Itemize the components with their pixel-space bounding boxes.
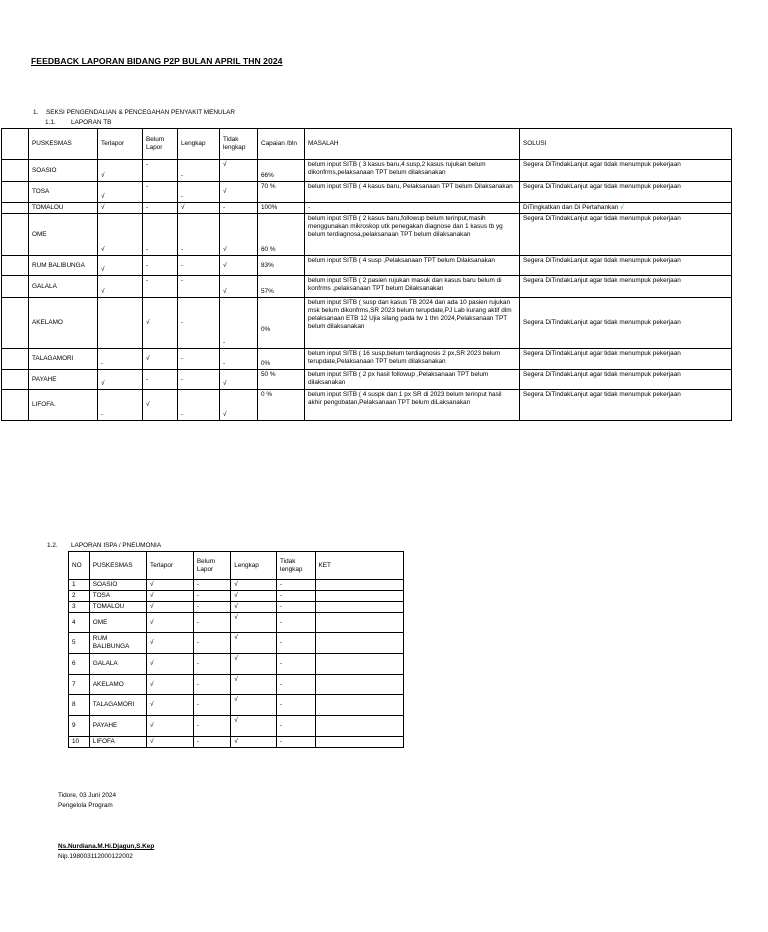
table-row (2, 370, 732, 390)
tb-cell-puskesmas: SOASIO (29, 160, 98, 182)
table-row (2, 276, 732, 298)
tb-cell-tidak-lengkap: - (220, 298, 258, 349)
tb-cell-tidak-lengkap: √ (220, 182, 258, 203)
ispa-cell-belum-lapor: - (193, 675, 230, 695)
table-row (2, 256, 732, 276)
tb-report-table (1, 128, 732, 421)
ispa-cell-puskesmas: TOMALOU (89, 602, 146, 613)
tb-cell-solusi (520, 203, 732, 214)
tb-cell-masalah: belum input SITB ( 4 suspk dan 1 px SR di 2023 belum terinput hasil akhir pengobatan,Pelaksanaan TPT belum diLaksanakan (305, 390, 520, 421)
table-row (69, 580, 404, 591)
ispa-cell-belum-lapor: - (193, 613, 230, 633)
tb-cell-capaian: 50 % (258, 370, 305, 390)
tb-cell-puskesmas: TOSA (29, 182, 98, 203)
ispa-cell-terlapor: √ (147, 591, 194, 602)
tb-header-row (2, 129, 732, 160)
tb-cell-blank (2, 370, 29, 390)
section-1-label: SEKSI PENGENDALIAN & PENCEGAHAN PENYAKIT MENULAR (46, 109, 236, 116)
ispa-cell-tidak-lengkap: - (277, 716, 315, 737)
signature-role: Pengelola Program (58, 802, 113, 809)
ispa-cell-lengkap: √ (231, 654, 277, 675)
ispa-header-puskesmas: PUSKESMAS (89, 552, 146, 580)
tb-cell-belum-lapor: - (143, 160, 178, 182)
ispa-cell-belum-lapor: - (193, 633, 230, 654)
tb-cell-capaian: 70 % (258, 182, 305, 203)
tb-header-solusi: SOLUSI (520, 129, 732, 160)
ispa-cell-no: 3 (69, 602, 90, 613)
tb-header-terlapor: Terlapor (98, 129, 143, 160)
tb-cell-solusi: Segera DiTindakLanjut agar tidak menumpuk pekerjaan (520, 276, 732, 298)
ispa-cell-ket (315, 591, 403, 602)
tb-cell-tidak-lengkap: √ (220, 370, 258, 390)
ispa-header-tidak-lengkap: Tidak lengkap (277, 552, 315, 580)
section-1-1-number: 1.1. (45, 119, 56, 126)
ispa-cell-no: 6 (69, 654, 90, 675)
table-row (2, 214, 732, 256)
tb-cell-solusi: Segera DiTindakLanjut agar tidak menumpuk pekerjaan (520, 256, 732, 276)
table-row (69, 654, 404, 675)
ispa-cell-tidak-lengkap: - (277, 654, 315, 675)
ispa-cell-puskesmas: TALAGAMORI (89, 695, 146, 716)
tb-cell-puskesmas: GALALA (29, 276, 98, 298)
ispa-cell-puskesmas: OME (89, 613, 146, 633)
ispa-cell-terlapor: √ (147, 580, 194, 591)
tb-cell-puskesmas: LIFOFA. (29, 390, 98, 421)
tb-cell-solusi: Segera DiTindakLanjut agar tidak menumpuk pekerjaan (520, 160, 732, 182)
ispa-cell-lengkap: √ (231, 716, 277, 737)
tb-solusi-text: DiTingkatkan dan Di Pertahankan (523, 204, 619, 211)
tb-cell-blank (2, 160, 29, 182)
ispa-cell-ket (315, 633, 403, 654)
ispa-cell-ket (315, 580, 403, 591)
ispa-cell-belum-lapor: - (193, 737, 230, 748)
ispa-cell-terlapor: √ (147, 675, 194, 695)
tb-cell-lengkap: - (178, 370, 220, 390)
tb-cell-belum-lapor: - (143, 182, 178, 203)
tb-cell-blank (2, 298, 29, 349)
ispa-cell-lengkap: √ (231, 580, 277, 591)
ispa-cell-puskesmas: PAYAHE (89, 716, 146, 737)
table-row (2, 182, 732, 203)
table-row (69, 695, 404, 716)
ispa-cell-lengkap: √ (231, 602, 277, 613)
signature-place-date: Tidore, 03 Juni 2024 (58, 792, 117, 799)
tb-cell-capaian: 0% (258, 298, 305, 349)
tb-cell-puskesmas: TOMALOU (29, 203, 98, 214)
tb-cell-solusi: Segera DiTindakLanjut agar tidak menumpuk pekerjaan (520, 182, 732, 203)
ispa-cell-terlapor: √ (147, 613, 194, 633)
ispa-cell-terlapor: √ (147, 716, 194, 737)
table-row (69, 613, 404, 633)
tb-cell-capaian: 0 % (258, 390, 305, 421)
ispa-cell-no: 9 (69, 716, 90, 737)
tb-cell-lengkap: - (178, 214, 220, 256)
ispa-cell-terlapor: √ (147, 695, 194, 716)
tb-cell-capaian: 0% (258, 349, 305, 370)
ispa-cell-ket (315, 737, 403, 748)
ispa-cell-tidak-lengkap: - (277, 591, 315, 602)
tb-cell-belum-lapor: - (143, 256, 178, 276)
tb-cell-masalah: belum input SITB ( 2 kasus baru,followup belum terinput,masih menggunakan mikroskop utk penegakan diagnose dan 1 kasus tb yg belum terdiagnosa,pelaksanaan TPT belum dilaksanakan (305, 214, 520, 256)
tb-cell-lengkap: - (178, 349, 220, 370)
ispa-cell-terlapor: √ (147, 633, 194, 654)
ispa-cell-no: 4 (69, 613, 90, 633)
tb-cell-lengkap: - (178, 276, 220, 298)
tb-header-capaian: Capaian /bln (258, 129, 305, 160)
tb-cell-blank (2, 349, 29, 370)
ispa-cell-ket (315, 716, 403, 737)
tb-cell-belum-lapor: - (143, 370, 178, 390)
table-row (2, 203, 732, 214)
tb-cell-masalah: belum input SITB ( 4 susp ,Pelaksanaan TPT belum Dilaksanakan (305, 256, 520, 276)
document-title: FEEDBACK LAPORAN BIDANG P2P BULAN APRIL THN 2024 (31, 56, 283, 66)
ispa-cell-puskesmas: GALALA (89, 654, 146, 675)
ispa-cell-ket (315, 613, 403, 633)
tb-header-lengkap: Lengkap (178, 129, 220, 160)
tb-cell-tidak-lengkap: - (220, 203, 258, 214)
tb-cell-terlapor: √ (98, 276, 143, 298)
tb-cell-masalah: belum input SITB ( 3 kasus baru,4 susp,2 kasus rujukan belum dikonfrms,pelaksanaan TPT belum dilaksanakan (305, 160, 520, 182)
table-row (2, 390, 732, 421)
tb-cell-belum-lapor: - (143, 214, 178, 256)
tb-cell-masalah: belum input SITB ( 16 susp,belum terdiagnosis 2 px,SR 2023 belum terupdate,Pelaksanaan TPT belum dilaksanakan (305, 349, 520, 370)
ispa-cell-belum-lapor: - (193, 591, 230, 602)
ispa-cell-ket (315, 654, 403, 675)
ispa-cell-belum-lapor: - (193, 602, 230, 613)
check-icon: √ (620, 204, 624, 211)
section-1-2-number: 1.2. (47, 542, 58, 549)
ispa-report-table (68, 551, 404, 748)
tb-cell-puskesmas: OME (29, 214, 98, 256)
section-1-number: 1. (33, 109, 39, 116)
tb-cell-puskesmas: RUM BALIBUNGA (29, 256, 98, 276)
ispa-header-terlapor: Terlapor (147, 552, 194, 580)
tb-cell-puskesmas: AKELAMO (29, 298, 98, 349)
ispa-cell-terlapor: √ (147, 654, 194, 675)
ispa-cell-terlapor: √ (147, 602, 194, 613)
tb-cell-belum-lapor: - (143, 276, 178, 298)
signature-name: Ns.Nurdiana.M.Hi.Djagun,S.Kep (58, 843, 155, 850)
tb-cell-terlapor: √ (98, 256, 143, 276)
signature-nip: Nip.198003112000122002 (58, 853, 133, 860)
ispa-header-belum-lapor: Belum Lapor (193, 552, 230, 580)
tb-cell-capaian: 100% (258, 203, 305, 214)
tb-cell-lengkap: - (178, 256, 220, 276)
tb-cell-belum-lapor: √ (143, 298, 178, 349)
tb-cell-masalah: belum input SITB ( susp dan kasus TB 2024 dan ada 10 pasien rujukan msk belum dikonfrms,SR 2023 belum terupdate,PJ Lab kurang aktif dlm pelaksanaan ETB 12 Ujia silang pada tw 1 thn 2024,Pelaksanaan TPT belum dilaksanakan (305, 298, 520, 349)
ispa-cell-no: 1 (69, 580, 90, 591)
ispa-header-row (69, 552, 404, 580)
tb-cell-tidak-lengkap: - (220, 349, 258, 370)
tb-cell-terlapor (98, 298, 143, 349)
ispa-cell-no: 10 (69, 737, 90, 748)
tb-cell-blank (2, 390, 29, 421)
tb-cell-capaian: 66% (258, 160, 305, 182)
ispa-cell-belum-lapor: - (193, 716, 230, 737)
tb-cell-lengkap: - (178, 390, 220, 421)
section-1-heading (33, 109, 235, 117)
ispa-header-lengkap: Lengkap (231, 552, 277, 580)
tb-cell-terlapor: √ (98, 214, 143, 256)
ispa-cell-lengkap: √ (231, 737, 277, 748)
tb-cell-masalah: belum input SITB ( 4 kasus baru, Pelaksanaan TPT belum Dilaksanakan (305, 182, 520, 203)
ispa-cell-ket (315, 695, 403, 716)
tb-cell-tidak-lengkap: √ (220, 276, 258, 298)
tb-cell-belum-lapor: √ (143, 390, 178, 421)
tb-cell-terlapor: √ (98, 370, 143, 390)
table-row (69, 716, 404, 737)
ispa-cell-belum-lapor: - (193, 654, 230, 675)
ispa-cell-puskesmas: RUM BALIBUNGA (89, 633, 146, 654)
ispa-cell-lengkap: √ (231, 613, 277, 633)
tb-cell-solusi: Segera DiTindakLanjut agar tidak menumpuk pekerjaan (520, 349, 732, 370)
ispa-cell-ket (315, 675, 403, 695)
ispa-cell-lengkap: √ (231, 591, 277, 602)
tb-cell-lengkap: - (178, 298, 220, 349)
tb-cell-terlapor: - (98, 390, 143, 421)
table-row (69, 675, 404, 695)
section-1-2-label: LAPORAN ISPA / PNEUMONIA (71, 542, 162, 549)
ispa-cell-lengkap: √ (231, 695, 277, 716)
tb-cell-puskesmas: TALAGAMORI (29, 349, 98, 370)
tb-cell-lengkap: - (178, 182, 220, 203)
ispa-cell-no: 2 (69, 591, 90, 602)
tb-cell-solusi: Segera DiTindakLanjut agar tidak menumpuk pekerjaan (520, 214, 732, 256)
ispa-cell-tidak-lengkap: - (277, 602, 315, 613)
ispa-header-no: NO (69, 552, 90, 580)
tb-cell-terlapor: √ (98, 203, 143, 214)
ispa-cell-puskesmas: AKELAMO (89, 675, 146, 695)
ispa-cell-belum-lapor: - (193, 580, 230, 591)
ispa-cell-tidak-lengkap: - (277, 695, 315, 716)
ispa-cell-puskesmas: TOSA (89, 591, 146, 602)
tb-cell-tidak-lengkap: √ (220, 390, 258, 421)
tb-cell-tidak-lengkap: √ (220, 214, 258, 256)
tb-cell-masalah: - (305, 203, 520, 214)
tb-cell-capaian: 83% (258, 256, 305, 276)
tb-cell-lengkap: - (178, 160, 220, 182)
tb-cell-blank (2, 214, 29, 256)
tb-cell-puskesmas: PAYAHE (29, 370, 98, 390)
section-1-2-heading (47, 542, 161, 550)
tb-cell-solusi: Segera DiTindakLanjut agar tidak menumpuk pekerjaan (520, 390, 732, 421)
tb-cell-belum-lapor: - (143, 203, 178, 214)
table-row (69, 633, 404, 654)
ispa-cell-terlapor: √ (147, 737, 194, 748)
tb-header-masalah: MASALAH (305, 129, 520, 160)
tb-header-blank (2, 129, 29, 160)
tb-cell-blank (2, 182, 29, 203)
ispa-header-ket: KET (315, 552, 403, 580)
tb-cell-masalah: belum input SITB ( 2 pasien rujukan masuk dan kasus baru belum di konfrms ,pelaksanaan TPT belum Dilaksanakan (305, 276, 520, 298)
tb-cell-terlapor: - (98, 349, 143, 370)
ispa-cell-puskesmas: SOASIO (89, 580, 146, 591)
ispa-cell-tidak-lengkap: - (277, 675, 315, 695)
ispa-cell-tidak-lengkap: - (277, 580, 315, 591)
ispa-cell-tidak-lengkap: - (277, 737, 315, 748)
tb-cell-belum-lapor: √ (143, 349, 178, 370)
table-row (69, 602, 404, 613)
tb-cell-tidak-lengkap: √ (220, 160, 258, 182)
table-row (69, 591, 404, 602)
ispa-cell-puskesmas: LIFOFA (89, 737, 146, 748)
tb-cell-solusi: Segera DiTindakLanjut agar tidak menumpuk pekerjaan (520, 298, 732, 349)
table-row (2, 298, 732, 349)
ispa-cell-no: 5 (69, 633, 90, 654)
ispa-cell-ket (315, 602, 403, 613)
section-1-1-heading (45, 119, 111, 127)
tb-header-tidak-lengkap: Tidak lengkap (220, 129, 258, 160)
tb-cell-blank (2, 276, 29, 298)
tb-cell-blank (2, 203, 29, 214)
ispa-cell-tidak-lengkap: - (277, 613, 315, 633)
tb-cell-terlapor: √ (98, 160, 143, 182)
table-row (2, 160, 732, 182)
tb-cell-capaian: 57% (258, 276, 305, 298)
tb-cell-capaian: 60 % (258, 214, 305, 256)
tb-cell-terlapor: √ (98, 182, 143, 203)
tb-cell-masalah: belum input SITB ( 2 px hasil followup ,Pelaksanaan TPT belum dilaksanakan (305, 370, 520, 390)
ispa-cell-no: 8 (69, 695, 90, 716)
tb-header-belum-lapor: Belum Lapor (143, 129, 178, 160)
ispa-cell-belum-lapor: - (193, 695, 230, 716)
table-row (2, 349, 732, 370)
tb-header-puskesmas: PUSKESMAS (29, 129, 98, 160)
tb-cell-solusi: Segera DiTindakLanjut agar tidak menumpuk pekerjaan (520, 370, 732, 390)
tb-cell-tidak-lengkap: √ (220, 256, 258, 276)
section-1-1-label: LAPORAN TB (71, 119, 112, 126)
ispa-cell-tidak-lengkap: - (277, 633, 315, 654)
ispa-cell-lengkap: √ (231, 633, 277, 654)
ispa-cell-no: 7 (69, 675, 90, 695)
tb-cell-lengkap: √ (178, 203, 220, 214)
tb-cell-blank (2, 256, 29, 276)
ispa-cell-lengkap: √ (231, 675, 277, 695)
table-row (69, 737, 404, 748)
